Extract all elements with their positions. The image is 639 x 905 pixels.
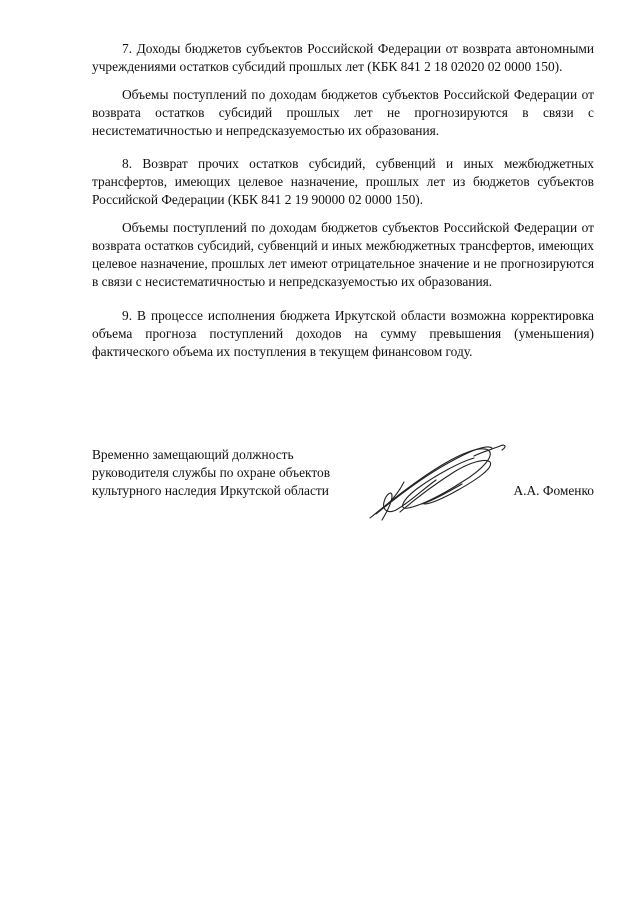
signatory-title-line: культурного наследия Иркутской области (92, 483, 329, 498)
signatory-title-line: руководителя службы по охране объектов (92, 465, 331, 480)
signature-block (92, 446, 594, 526)
paragraph-item-9: 9. В процессе исполнения бюджета Иркутской области возможна корректировка объема прогноза поступлений доходов на сумму превышения (уменьшения) фактического объема их поступления в текущем финансовом году. (92, 308, 594, 359)
signatory-title (92, 446, 330, 500)
signatory-name: А.А. Фоменко (513, 483, 594, 498)
paragraph-item-8: 8. Возврат прочих остатков субсидий, субвенций и иных межбюджетных трансфертов, имеющих целевое назначение, прошлых лет из бюджетов субъектов Российской Федерации (КБК 841 2 19 90000 02 0000 150). (92, 156, 594, 207)
signatory-title-line: Временно замещающий должность (92, 447, 294, 462)
paragraph-item-7-note: Объемы поступлений по доходам бюджетов субъектов Российской Федерации от возврата остатков субсидий прошлых лет не прогнозируются в связи с несистематичностью и непредсказуемостью их образования. (92, 87, 594, 138)
handwritten-signature-icon (362, 440, 512, 524)
paragraph-item-7: 7. Доходы бюджетов субъектов Российской Федерации от возврата автономными учреждениями остатков субсидий прошлых лет (КБК 841 2 18 02020 02 0000 150). (92, 41, 594, 74)
paragraph-item-8-note: Объемы поступлений по доходам бюджетов субъектов Российской Федерации от возврата остатков субсидий, субвенций и иных межбюджетных трансфертов, имеющих целевое назначение, прошлых лет имеют отрицательное значение и не прогнозируются в связи с несистематичностью и непредсказуемостью их образования. (92, 220, 594, 289)
